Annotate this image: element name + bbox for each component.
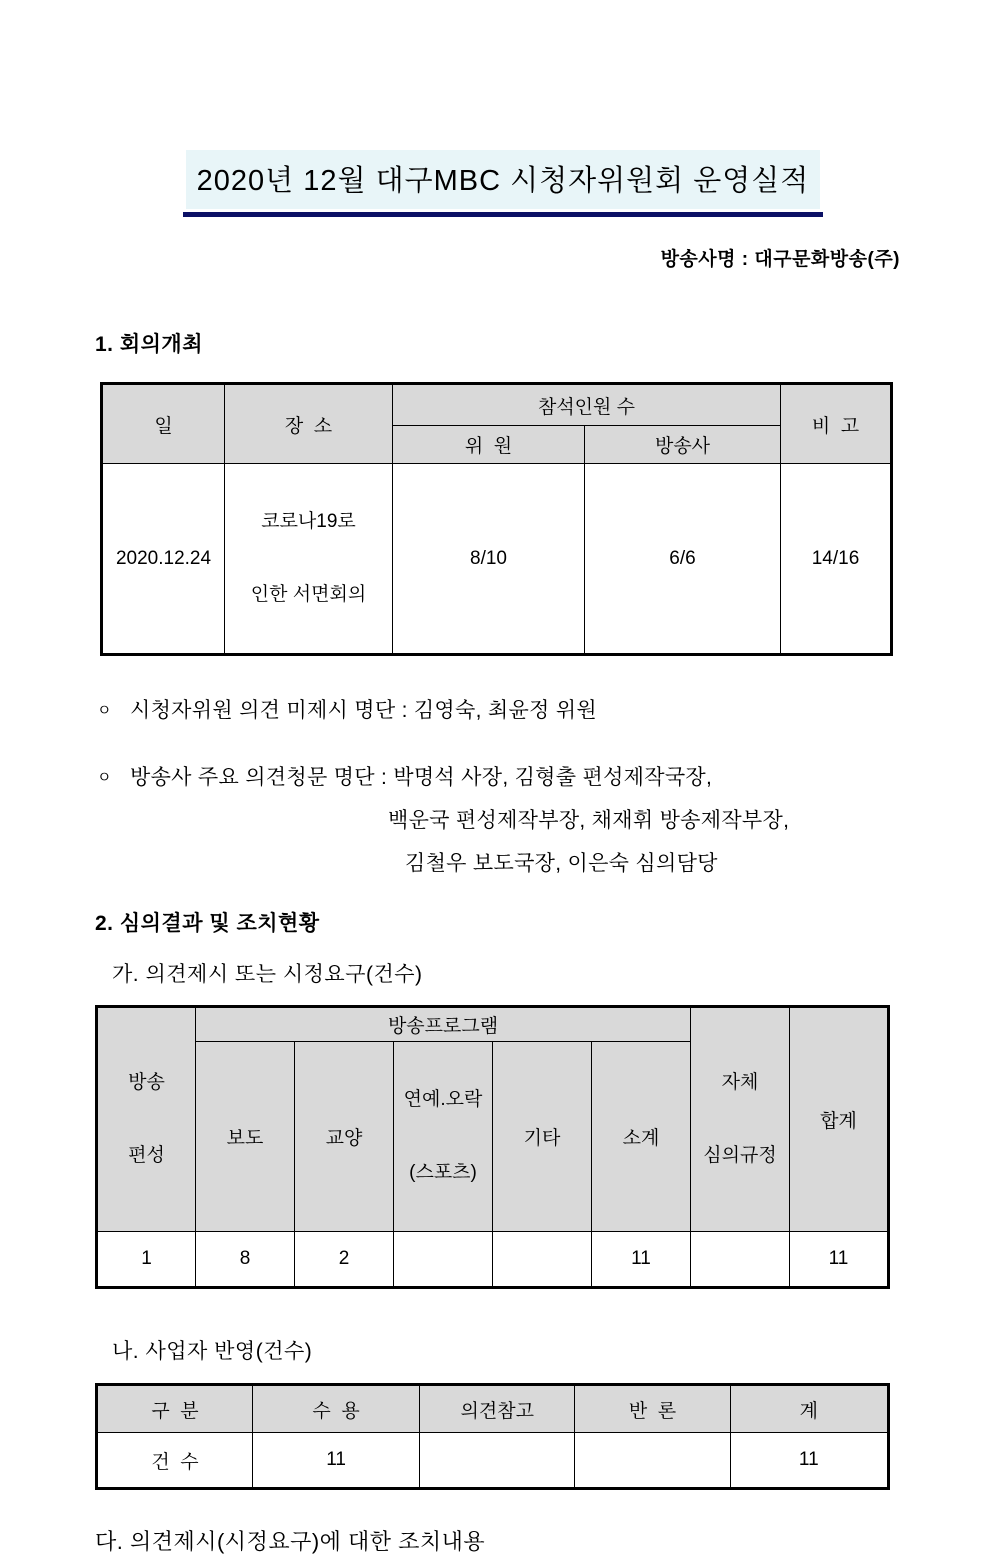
cell-broadcaster-count: 6/6 [585, 464, 781, 655]
opinion-table [95, 1005, 890, 1289]
cell-rebuttal-count [575, 1433, 730, 1489]
col-header-self-regulation [691, 1007, 790, 1232]
col-header-subtotal: 소계 [592, 1042, 691, 1232]
col-header-culture: 교양 [295, 1042, 394, 1232]
bullet-circle-icon: ㅇ [97, 769, 112, 786]
reflection-table [95, 1383, 890, 1490]
cell-subtotal-count: 11 [592, 1232, 691, 1288]
cell-self-regulation-count [691, 1232, 790, 1288]
subsection-a-heading: 가. 의견제시 또는 시정요구(건수) [112, 963, 423, 986]
reflection-table-data-row [97, 1433, 889, 1489]
col-header-place: 장 소 [225, 384, 393, 464]
cell-meeting-place [225, 464, 393, 655]
bullet-hearing-list [97, 756, 992, 885]
section1-heading: 1. 회의개최 [95, 333, 203, 356]
cell-reference-count [420, 1433, 575, 1489]
col-header-self-line2: 심의규정 [703, 1144, 777, 1166]
col-header-reference: 의견참고 [420, 1385, 575, 1433]
col-header-entertainment [394, 1042, 493, 1232]
opinion-table-data-row [97, 1232, 889, 1288]
cell-news-count: 8 [196, 1232, 295, 1288]
cell-sum-count: 11 [730, 1433, 888, 1489]
col-header-sum: 계 [730, 1385, 888, 1433]
col-header-date: 일 [102, 384, 225, 464]
cell-broadcast-count: 1 [97, 1232, 196, 1288]
cell-category-label: 건 수 [97, 1433, 253, 1489]
cell-etc-count [493, 1232, 592, 1288]
col-header-rebuttal: 반 론 [575, 1385, 730, 1433]
broadcaster-name-line: 방송사명 : 대구문화방송(주) [660, 249, 900, 270]
col-header-etc: 기타 [493, 1042, 592, 1232]
subsection-b-heading: 나. 사업자 반영(건수) [112, 1340, 313, 1363]
document-title-block [183, 150, 823, 217]
cell-members-count: 8/10 [393, 464, 585, 655]
reflection-table-header-row [97, 1385, 889, 1433]
bullet-circle-icon: ㅇ [97, 702, 112, 719]
col-header-note: 비 고 [781, 384, 892, 464]
document-title: 2020년 12월 대구MBC 시청자위원회 운영실적 [186, 150, 820, 209]
cell-note-count: 14/16 [781, 464, 892, 655]
meeting-table-data-row [102, 464, 892, 655]
col-header-ent-line2: (스포츠) [409, 1161, 477, 1183]
cell-accepted-count: 11 [253, 1433, 420, 1489]
cell-total-count: 11 [790, 1232, 889, 1288]
meeting-table-header-row-1 [102, 384, 892, 426]
col-header-ent-line1: 연예.오락 [403, 1089, 483, 1110]
col-header-news: 보도 [196, 1042, 295, 1232]
bullet-line: 시청자위원 의견 미제시 명단 : 김영숙, 최윤정 위원 [130, 699, 597, 722]
cell-meeting-date: 2020.12.24 [102, 464, 225, 655]
col-header-members: 위 원 [393, 426, 585, 464]
section2-heading: 2. 심의결과 및 조치현황 [95, 912, 320, 935]
bullet-line: 김철우 보도국장, 이은숙 심의담당 [405, 852, 718, 875]
bullet-line: 백운국 편성제작부장, 채재휘 방송제작부장, [388, 809, 790, 832]
bullet-no-opinion-text [130, 689, 597, 732]
bullet-hearing-text [130, 756, 789, 885]
bullet-no-opinion-members [97, 689, 992, 732]
col-header-broadcast-schedule [97, 1007, 196, 1232]
subsection-c-heading: 다. 의견제시(시정요구)에 대한 조치내용 [95, 1529, 486, 1554]
cell-entertainment-count [394, 1232, 493, 1288]
col-header-broadcast-line1: 방송 [128, 1072, 165, 1093]
col-header-program-group: 방송프로그램 [196, 1007, 691, 1042]
col-header-self-line1: 자체 [721, 1072, 759, 1093]
col-header-accepted: 수 용 [253, 1385, 420, 1433]
col-header-broadcast-line2: 편성 [128, 1144, 165, 1166]
cell-meeting-place-line1: 코로나19로 [261, 511, 356, 532]
col-header-attendees-group: 참석인원 수 [393, 384, 781, 426]
cell-culture-count: 2 [295, 1232, 394, 1288]
bullet-line: 방송사 주요 의견청문 명단 : 박명석 사장, 김형출 편성제작국장, [130, 766, 713, 789]
col-header-total: 합계 [790, 1007, 889, 1232]
col-header-broadcaster: 방송사 [585, 426, 781, 464]
title-underline [183, 212, 823, 217]
opinion-table-header-row-1 [97, 1007, 889, 1042]
meeting-table [100, 382, 893, 656]
cell-meeting-place-line2: 인한 서면회의 [250, 583, 367, 605]
col-header-category: 구 분 [97, 1385, 253, 1433]
